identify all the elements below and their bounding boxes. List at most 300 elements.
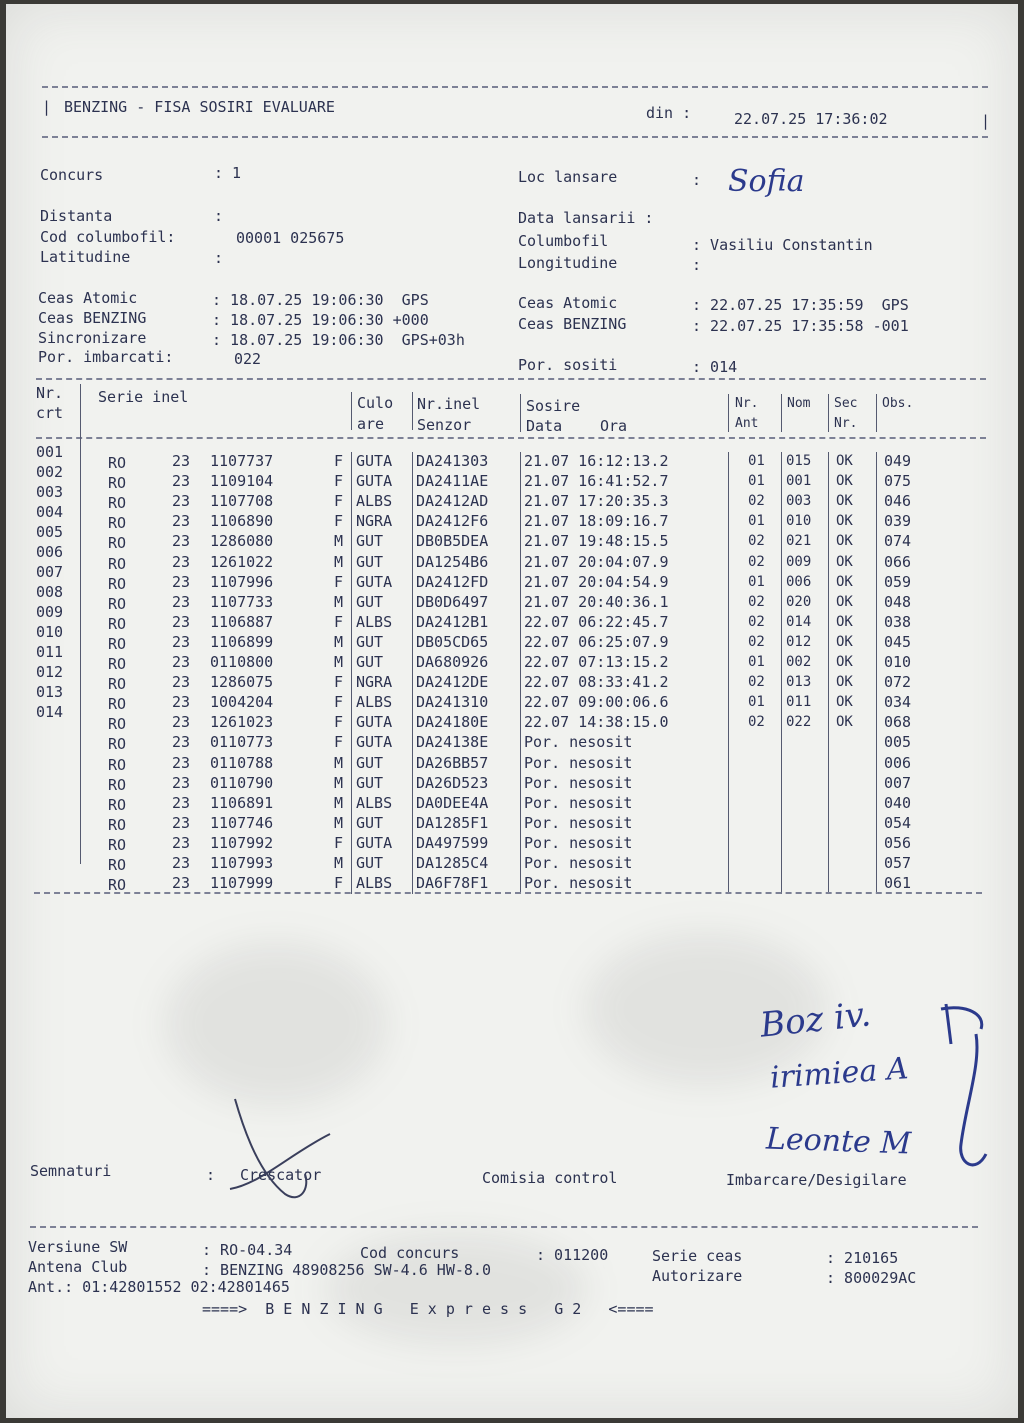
- vline: [412, 392, 413, 430]
- cell-nom: 010: [786, 513, 812, 530]
- cell-senzor: DA2412FD: [416, 572, 489, 591]
- vline: [80, 444, 81, 864]
- cell-tara: RO: [108, 534, 127, 553]
- clock-right-2-label: Ceas BENZING: [518, 315, 627, 333]
- cell-sosire: Por. nesosit: [524, 773, 633, 792]
- cell-nom: 020: [786, 593, 812, 610]
- cell-tara: RO: [108, 574, 127, 593]
- imbarcati-value: 022: [234, 350, 262, 368]
- cell-sec: OK: [836, 453, 853, 469]
- cell-culoare: ALBS: [356, 793, 393, 812]
- cell-sec: OK: [836, 553, 853, 570]
- cell-sec: OK: [836, 674, 853, 691]
- cell-sec: OK: [836, 613, 853, 630]
- cell-culoare: GUT: [356, 632, 384, 651]
- handwritten-note-2: irimiea A: [768, 1051, 910, 1096]
- cell-culoare: NGRA: [356, 673, 393, 692]
- handwritten-signature-right: [906, 994, 1006, 1184]
- columbofil-label: Columbofil: [518, 232, 609, 250]
- cell-inel: 1106899: [210, 632, 274, 651]
- cell-culoare: GUT: [356, 753, 384, 772]
- cell-sex: F: [334, 833, 344, 852]
- clock-left-3-label: Sincronizare: [38, 329, 147, 347]
- cell-tara: RO: [108, 856, 127, 874]
- cell-obs: 034: [884, 693, 912, 712]
- cell-sosire: 21.07 20:40:36.1: [524, 592, 669, 611]
- cell-inel: 1107999: [210, 874, 274, 893]
- cell-sosire: Por. nesosit: [524, 733, 633, 752]
- clock-left-1-label: Ceas Atomic: [38, 289, 138, 307]
- cell-sosire: 21.07 19:48:15.5: [524, 532, 669, 551]
- columns-top-rule: [36, 378, 986, 380]
- crt-number: 008: [36, 583, 64, 601]
- cell-sex: F: [334, 512, 344, 531]
- cell-obs: 007: [884, 773, 912, 792]
- cell-senzor: DA24180E: [416, 713, 489, 732]
- header-left-bar: |: [42, 98, 52, 116]
- cell-obs: 006: [884, 753, 912, 772]
- data-lansarii-label: Data lansarii :: [518, 209, 654, 227]
- cell-sex: F: [334, 673, 344, 692]
- distanta-label: Distanta: [40, 207, 113, 225]
- col-senzor: Senzor: [417, 416, 472, 434]
- col-nrinel: Nr.inel: [417, 395, 481, 413]
- cell-culoare: GUT: [356, 532, 384, 551]
- cell-sec: OK: [836, 493, 853, 510]
- cell-sosire: Por. nesosit: [524, 793, 633, 812]
- cell-obs: 040: [884, 793, 912, 812]
- cell-sex: F: [334, 472, 344, 491]
- cell-sex: F: [334, 612, 344, 631]
- cell-senzor: DA497599: [416, 833, 489, 852]
- cell-inel: 1109104: [210, 472, 274, 491]
- cell-sosire: 21.07 16:12:13.2: [524, 452, 669, 470]
- cell-nom: 012: [786, 633, 812, 650]
- cell-inel: 1286080: [210, 532, 274, 551]
- crt-number: 003: [36, 483, 64, 501]
- cell-senzor: DA6F78F1: [416, 874, 489, 893]
- cell-sex: M: [334, 793, 344, 812]
- cell-senzor: DA241303: [416, 452, 489, 470]
- versiune-value: : RO-04.34: [202, 1241, 293, 1259]
- cell-senzor: DA1285C4: [416, 854, 489, 872]
- page-title: BENZING - FISA SOSIRI EVALUARE: [64, 98, 335, 116]
- cell-sosire: 22.07 14:38:15.0: [524, 713, 669, 732]
- cell-nom: 001: [786, 473, 812, 490]
- cell-senzor: DA241310: [416, 693, 489, 712]
- loc-handwritten: Sofia: [728, 164, 805, 199]
- cell-sec: OK: [836, 533, 853, 550]
- cell-senzor: DA2411AE: [416, 472, 489, 491]
- ant-line: Ant.: 01:42801552 02:42801465: [28, 1278, 290, 1296]
- footer-top-rule: [30, 1226, 978, 1228]
- header-bottom-rule: [42, 136, 988, 138]
- semnaturi-colon: :: [206, 1166, 216, 1184]
- cell-senzor: DA2412F6: [416, 512, 489, 531]
- crt-number: 011: [36, 643, 64, 661]
- cell-sosire: 22.07 07:13:15.2: [524, 653, 669, 671]
- cell-culoare: GUTA: [356, 733, 393, 752]
- cell-ant: 02: [748, 493, 765, 510]
- cell-ant: 01: [748, 473, 765, 490]
- cell-obs: 074: [884, 532, 912, 551]
- cell-sex: M: [334, 753, 344, 772]
- col-obs: Obs.: [882, 396, 914, 411]
- cell-sex: M: [334, 592, 344, 611]
- col-nrant: Nr.: [735, 396, 759, 411]
- cell-an: 23: [172, 733, 191, 752]
- cell-inel: 1286075: [210, 673, 274, 692]
- cell-senzor: DA1254B6: [416, 552, 489, 571]
- cell-senzor: DB05CD65: [416, 632, 489, 651]
- cell-sex: F: [334, 733, 344, 752]
- cell-sosire: 21.07 18:09:16.7: [524, 512, 669, 531]
- vline: [728, 394, 729, 432]
- crt-number: 004: [36, 503, 64, 521]
- cell-sosire: 22.07 08:33:41.2: [524, 673, 669, 692]
- cell-obs: 046: [884, 492, 912, 511]
- longitudine-value: :: [692, 256, 702, 274]
- cell-sec: OK: [836, 633, 853, 650]
- columns-bottom-rule: [36, 437, 986, 439]
- cell-inel: 1004204: [210, 693, 274, 712]
- cell-senzor: DA26BB57: [416, 753, 489, 772]
- crt-number: 005: [36, 523, 64, 541]
- cell-sex: M: [334, 632, 344, 651]
- cell-sosire: 21.07 20:04:07.9: [524, 552, 669, 571]
- cell-senzor: DA0DEE4A: [416, 793, 489, 812]
- cell-nom: 015: [786, 453, 812, 469]
- cell-sex: M: [334, 653, 344, 671]
- cell-ant: 02: [748, 633, 765, 650]
- cell-nom: 022: [786, 714, 812, 731]
- col-ant: Ant: [735, 416, 759, 431]
- clock-left-3-value: : 18.07.25 19:06:30 GPS+03h: [212, 331, 465, 349]
- cell-inel: 1261023: [210, 713, 274, 732]
- cell-sex: M: [334, 813, 344, 832]
- cell-an: 23: [172, 854, 191, 872]
- cell-sex: M: [334, 552, 344, 571]
- cell-tara: RO: [108, 594, 127, 613]
- cell-obs: 056: [884, 833, 912, 852]
- date-value: 22.07.25 17:36:02: [734, 110, 888, 128]
- crt-number: 007: [36, 563, 64, 581]
- cell-sex: F: [334, 693, 344, 712]
- cell-sex: F: [334, 874, 344, 893]
- cell-an: 23: [172, 452, 191, 470]
- loc-colon: :: [692, 171, 702, 189]
- cell-an: 23: [172, 653, 191, 671]
- vline: [520, 394, 521, 432]
- imbarcati-label: Por. imbarcati:: [38, 348, 174, 366]
- cell-inel: 1107733: [210, 592, 274, 611]
- cell-tara: RO: [108, 675, 127, 694]
- printed-sheet: [6, 4, 1018, 1418]
- cell-tara: RO: [108, 815, 127, 834]
- col-sec: Sec: [834, 396, 858, 411]
- autorizare-label: Autorizare: [652, 1267, 743, 1285]
- col-serie: Serie inel: [98, 388, 189, 406]
- vline: [781, 452, 782, 894]
- crt-number: 001: [36, 443, 64, 461]
- cell-tara: RO: [108, 835, 127, 854]
- cell-inel: 1261022: [210, 552, 274, 571]
- cell-an: 23: [172, 833, 191, 852]
- cell-culoare: ALBS: [356, 693, 393, 712]
- cell-sec: OK: [836, 694, 853, 711]
- cell-culoare: GUTA: [356, 452, 393, 470]
- cell-tara: RO: [108, 655, 127, 673]
- cell-inel: 1107708: [210, 492, 274, 511]
- cell-tara: RO: [108, 775, 127, 794]
- clock-left-2-value: : 18.07.25 19:06:30 +000: [212, 311, 429, 329]
- antena-value: : BENZING 48908256 SW-4.6 HW-8.0: [202, 1261, 491, 1279]
- cell-obs: 039: [884, 512, 912, 531]
- semnaturi-label: Semnaturi: [30, 1162, 112, 1180]
- comisia-label: Comisia control: [482, 1169, 618, 1187]
- cell-senzor: DA24138E: [416, 733, 489, 752]
- col-data: Data: [526, 417, 563, 435]
- cell-obs: 045: [884, 632, 912, 651]
- cell-senzor: DB0D6497: [416, 592, 489, 611]
- handwritten-note-1: Boz iv.: [758, 994, 873, 1046]
- concurs-value: : 1: [214, 164, 242, 182]
- cell-ant: 02: [748, 613, 765, 630]
- cell-sex: F: [334, 713, 344, 732]
- cell-culoare: GUT: [356, 773, 384, 792]
- cell-senzor: DA2412B1: [416, 612, 489, 631]
- cell-sosire: 21.07 17:20:35.3: [524, 492, 669, 511]
- cell-senzor: DA680926: [416, 653, 489, 671]
- cell-sec: OK: [836, 573, 853, 590]
- cell-an: 23: [172, 632, 191, 651]
- cell-tara: RO: [108, 755, 127, 774]
- cell-tara: RO: [108, 876, 127, 895]
- cell-ant: 01: [748, 573, 765, 590]
- cell-nom: 014: [786, 613, 812, 630]
- cell-sex: F: [334, 572, 344, 591]
- cell-nom: 011: [786, 694, 812, 711]
- serie-ceas-label: Serie ceas: [652, 1247, 743, 1265]
- vline: [876, 452, 877, 894]
- crt-number: 010: [36, 623, 64, 641]
- columbofil-value: : Vasiliu Constantin: [692, 236, 873, 254]
- col-crt: crt: [36, 404, 64, 422]
- cell-inel: 1106891: [210, 793, 274, 812]
- vline: [412, 452, 413, 894]
- cell-culoare: GUT: [356, 592, 384, 611]
- clock-left-1-value: : 18.07.25 19:06:30 GPS: [212, 291, 429, 309]
- sositi-label: Por. sositi: [518, 356, 618, 374]
- cell-tara: RO: [108, 514, 127, 533]
- cell-tara: RO: [108, 494, 127, 513]
- cell-obs: 066: [884, 552, 912, 571]
- cod-label: Cod columbofil:: [40, 228, 176, 246]
- vline: [520, 452, 521, 894]
- cell-an: 23: [172, 512, 191, 531]
- cell-an: 23: [172, 673, 191, 692]
- cell-inel: 0110773: [210, 733, 274, 752]
- col-sosire: Sosire: [526, 397, 581, 415]
- cell-inel: 0110800: [210, 653, 274, 671]
- cell-inel: 1106890: [210, 512, 274, 531]
- cell-inel: 1106887: [210, 612, 274, 631]
- header-top-rule: [42, 86, 988, 88]
- cell-obs: 054: [884, 813, 912, 832]
- cod-value: 00001 025675: [236, 229, 345, 247]
- cell-an: 23: [172, 713, 191, 732]
- col-nom: Nom: [787, 396, 811, 411]
- vline: [828, 394, 829, 432]
- cell-inel: 0110790: [210, 773, 274, 792]
- serie-ceas-value: : 210165: [826, 1249, 899, 1267]
- cell-sosire: Por. nesosit: [524, 874, 633, 893]
- cell-culoare: GUT: [356, 813, 384, 832]
- cell-culoare: ALBS: [356, 612, 393, 631]
- cell-an: 23: [172, 874, 191, 893]
- date-label: din :: [646, 104, 692, 122]
- cell-inel: 1107746: [210, 813, 274, 832]
- col-nr: Nr.: [36, 384, 64, 402]
- cell-tara: RO: [108, 614, 127, 633]
- cell-obs: 005: [884, 733, 912, 752]
- cell-obs: 038: [884, 612, 912, 631]
- cell-sec: OK: [836, 714, 853, 731]
- cell-an: 23: [172, 572, 191, 591]
- crescator-signature: [220, 1094, 350, 1204]
- cell-inel: 0110788: [210, 753, 274, 772]
- cell-ant: 01: [748, 453, 765, 469]
- cell-ant: 01: [748, 513, 765, 530]
- cell-culoare: ALBS: [356, 492, 393, 511]
- cell-nom: 002: [786, 654, 812, 670]
- cell-obs: 075: [884, 472, 912, 491]
- cell-ant: 01: [748, 654, 765, 670]
- cell-senzor: DA1285F1: [416, 813, 489, 832]
- cell-an: 23: [172, 472, 191, 491]
- table-bottom-rule: [34, 892, 982, 894]
- cell-obs: 061: [884, 874, 912, 893]
- cell-culoare: GUTA: [356, 472, 393, 491]
- cell-an: 23: [172, 592, 191, 611]
- cell-an: 23: [172, 552, 191, 571]
- cod-concurs-label: Cod concurs: [360, 1244, 460, 1262]
- crescator-label: Crescator: [240, 1166, 322, 1184]
- cell-culoare: GUTA: [356, 572, 393, 591]
- crt-number: 009: [36, 603, 64, 621]
- stain: [166, 944, 386, 1104]
- distanta-value: :: [214, 207, 224, 225]
- vline: [781, 394, 782, 432]
- cell-nom: 006: [786, 573, 812, 590]
- autorizare-value: : 800029AC: [826, 1269, 917, 1287]
- cell-senzor: DA26D523: [416, 773, 489, 792]
- cell-tara: RO: [108, 554, 127, 573]
- cell-culoare: GUTA: [356, 833, 393, 852]
- cell-an: 23: [172, 753, 191, 772]
- cell-ant: 02: [748, 553, 765, 570]
- clock-right-2-value: : 22.07.25 17:35:58 -001: [692, 317, 909, 335]
- cell-culoare: GUT: [356, 854, 384, 872]
- cell-culoare: GUT: [356, 653, 384, 671]
- cell-nom: 009: [786, 553, 812, 570]
- cell-senzor: DA2412DE: [416, 673, 489, 692]
- cell-sex: M: [334, 854, 344, 872]
- cell-sec: OK: [836, 473, 853, 490]
- cell-an: 23: [172, 532, 191, 551]
- cell-nom: 021: [786, 533, 812, 550]
- vline: [351, 392, 352, 430]
- cell-an: 23: [172, 492, 191, 511]
- cell-sex: F: [334, 452, 344, 470]
- cell-tara: RO: [108, 634, 127, 653]
- loc-label: Loc lansare: [518, 168, 618, 186]
- col-ora: Ora: [600, 417, 628, 435]
- crt-number: 002: [36, 463, 64, 481]
- vline: [828, 452, 829, 894]
- cell-obs: 059: [884, 572, 912, 591]
- cell-culoare: GUTA: [356, 713, 393, 732]
- cell-ant: 02: [748, 593, 765, 610]
- crt-number: 012: [36, 663, 64, 681]
- cell-obs: 049: [884, 452, 912, 470]
- cell-sosire: Por. nesosit: [524, 753, 633, 772]
- cell-obs: 057: [884, 854, 912, 872]
- handwritten-note-3: Leonte M: [765, 1121, 912, 1162]
- longitudine-label: Longitudine: [518, 254, 618, 272]
- cell-sosire: 22.07 09:00:06.6: [524, 693, 669, 712]
- cell-tara: RO: [108, 474, 127, 493]
- cell-nom: 013: [786, 674, 812, 691]
- cell-ant: 01: [748, 694, 765, 711]
- clock-right-1-label: Ceas Atomic: [518, 294, 618, 312]
- cell-an: 23: [172, 793, 191, 812]
- benzing-banner: ====> B E N Z I N G E x p r e s s G 2 <====: [202, 1300, 654, 1318]
- cell-senzor: DB0B5DEA: [416, 532, 489, 551]
- cell-sosire: Por. nesosit: [524, 854, 633, 872]
- lat-value: :: [214, 249, 224, 267]
- col-culo: Culo: [357, 394, 394, 412]
- cell-ant: 02: [748, 714, 765, 731]
- antena-label: Antena Club: [28, 1258, 128, 1276]
- sositi-value: : 014: [692, 358, 738, 376]
- concurs-label: Concurs: [40, 166, 104, 184]
- cell-ant: 02: [748, 674, 765, 691]
- cell-inel: 1107996: [210, 572, 274, 591]
- cell-sex: M: [334, 773, 344, 792]
- clock-right-1-value: : 22.07.25 17:35:59 GPS: [692, 296, 909, 314]
- cell-obs: 048: [884, 592, 912, 611]
- cell-obs: 068: [884, 713, 912, 732]
- cell-sex: F: [334, 492, 344, 511]
- cell-sec: OK: [836, 654, 853, 670]
- cell-an: 23: [172, 693, 191, 712]
- cell-an: 23: [172, 773, 191, 792]
- cell-nom: 003: [786, 493, 812, 510]
- imbarcare-label: Imbarcare/Desigilare: [726, 1171, 907, 1189]
- vline: [728, 452, 729, 894]
- cell-tara: RO: [108, 795, 127, 814]
- cell-sec: OK: [836, 593, 853, 610]
- cell-tara: RO: [108, 715, 127, 734]
- vline: [876, 394, 877, 432]
- cell-sosire: Por. nesosit: [524, 833, 633, 852]
- vline: [351, 452, 352, 894]
- crt-number: 006: [36, 543, 64, 561]
- cell-tara: RO: [108, 695, 127, 714]
- cell-senzor: DA2412AD: [416, 492, 489, 511]
- cell-inel: 1107737: [210, 452, 274, 470]
